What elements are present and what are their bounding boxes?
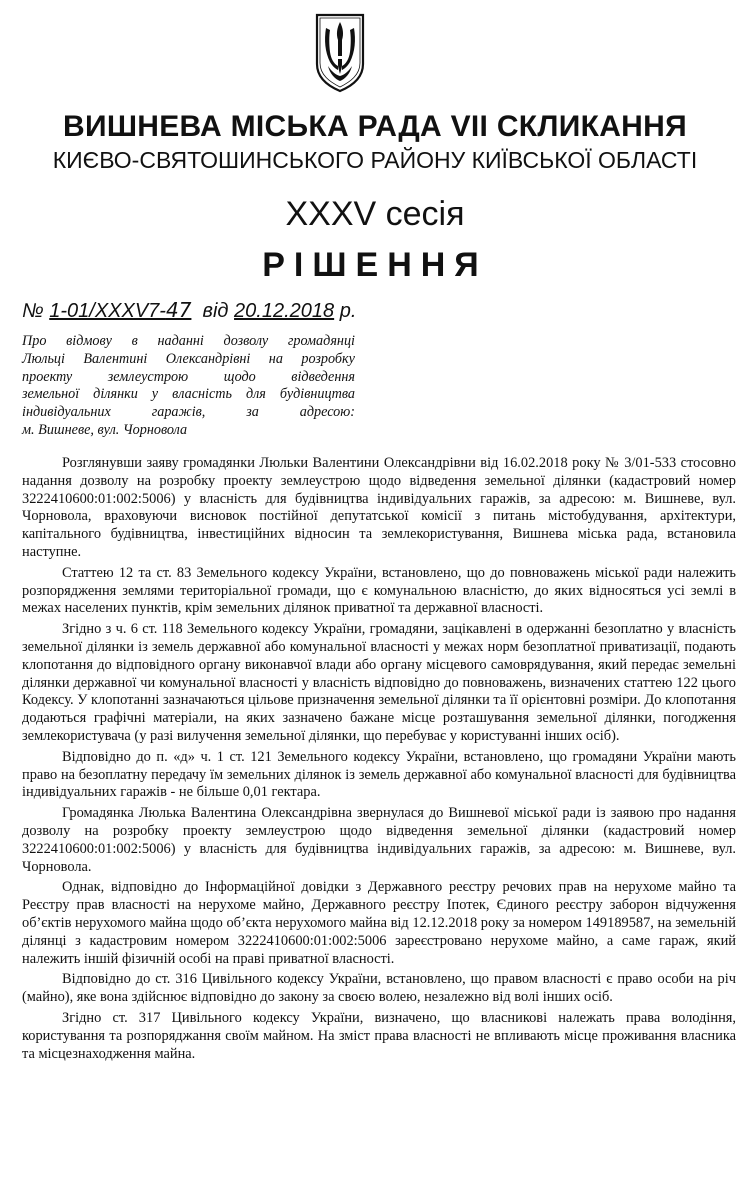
- from-label: від: [202, 300, 229, 322]
- number-sign: №: [22, 300, 44, 322]
- body-paragraph: Статтею 12 та ст. 83 Земельного кодексу України, встановлено, що до повноважень міської ради належить розпорядження землями територіальної громади, що є комунальною власністю, до яких відносяться усі землі в межах населених пунктів, крім земельних ділянок приватної та державної власності.: [22, 564, 736, 617]
- document-number-line: [22, 296, 356, 325]
- body-paragraph: Відповідно до ст. 316 Цивільного кодексу України, встановлено, що правом власності є право особи на річ (майно), яке вона здійснює відповідно до закону за своєю волею, незалежно від волі інших осіб.: [22, 971, 736, 1006]
- document-type-heading: РІШЕННЯ: [262, 246, 488, 284]
- trident-coat-of-arms-icon: [314, 12, 366, 94]
- subject-line: проекту землеустрою щодо відведення: [22, 368, 355, 385]
- session-number: XXXV сесія: [285, 195, 465, 233]
- decision-body: [22, 455, 736, 1066]
- subject-line: земельної ділянки у власність для будівництва: [22, 386, 355, 403]
- subject-line: Про відмову в наданні дозволу громадянці: [22, 333, 355, 349]
- decision-subject: [22, 333, 355, 440]
- council-title: ВИШНЕВА МІСЬКА РАДА VII СКЛИКАННЯ: [63, 110, 687, 143]
- body-paragraph: Згідно ст. 317 Цивільного кодексу України, визначено, що власникові належать права володіння, користування та розпоряджання своїм майном. На зміст права власності не впливають місце проживання власника та місцезнаходження майна.: [22, 1009, 736, 1062]
- body-paragraph: Громадянка Люлька Валентина Олександрівна звернулася до Вишневої міської ради із заявою про надання дозволу на розробку проекту землеустрою щодо відведення земельної ділянки (кадастровий номер 3222410600:01:002:5006) у власність для будівництва індивідуальних гаражів, за адресою: м. Вишневе, вул. Чорновола.: [22, 805, 736, 875]
- council-subtitle: КИЄВО-СВЯТОШИНСЬКОГО РАЙОНУ КИЇВСЬКОЇ ОБЛАСТІ: [52, 147, 698, 173]
- decision-date: 20.12.2018: [234, 300, 335, 322]
- subject-line: м. Вишневе, вул. Чорновола: [22, 421, 188, 438]
- decision-number-printed: 1-01/XXXV7-: [49, 300, 166, 322]
- body-paragraph: Розглянувши заяву громадянки Люльки Валентини Олександрівни від 16.02.2018 року № 3/01-533 стосовно надання дозволу на розробку проекту землеустрою щодо відведення земельної ділянки (кадастровий номер 3222410600:01:002:5006) у власність для будівництва індивідуальних гаражів, за адресою: м. Вишневе, вул. Чорновола, враховуючи висновок постійної депутатської комісії з питань містобудування, архітектури, капітального будівництва, інвестиційних відносин та землекористування, Вишнева міська рада, встановила наступне.: [22, 455, 736, 560]
- subject-line: індивідуальних гаражів, за адресою:: [22, 404, 355, 421]
- subject-line: Люльці Валентині Олександрівні на розробку: [22, 350, 355, 367]
- decision-number-handwritten: 47: [165, 298, 192, 322]
- body-paragraph: Згідно з ч. 6 ст. 118 Земельного кодексу України, громадяни, зацікавлені в одержанні безоплатно у власність земельної ділянки із земель державної або комунальної власності у межах норм безоплатної приватизації, подають клопотання до відповідного органу виконавчої влади або органу місцевого самоврядування, який передає земельні ділянки державної чи комунальної власності у власність відповідно до повноважень, визначених статтею 122 цього Кодексу. У клопотанні зазначаються цільове призначення земельної ділянки та її орієнтовні розміри. До клопотання додаються графічні матеріали, на яких зазначено бажане місце розташування земельної ділянки, погодження землекористувача (у разі вилучення земельної ділянки, що перебуває у користуванні інших осіб).: [22, 621, 736, 744]
- body-paragraph: Відповідно до п. «д» ч. 1 ст. 121 Земельного кодексу України, встановлено, що громадяни України мають право на безоплатну передачу їм земельних ділянок із земель державної або комунальної власності для будівництва індивідуальних гаражів - не більше 0,01 гектара.: [22, 748, 736, 801]
- body-paragraph: Однак, відповідно до Інформаційної довідки з Державного реєстру речових прав на нерухоме майно та Реєстру прав власності на нерухоме майно, Державного реєстру Іпотек, Єдиного реєстру заборон відчуження об’єктів нерухомого майна щодо об’єкта нерухомого майна від 12.12.2018 року за номером 149189587, на земельній ділянці з кадастровим номером 3222410600:01:002:5006 зареєстровано нерухоме майно, а саме гараж, який належить іншій фізичній особі на праві приватної власності.: [22, 879, 736, 967]
- year-suffix: р.: [339, 300, 357, 322]
- decision-number: [49, 300, 191, 322]
